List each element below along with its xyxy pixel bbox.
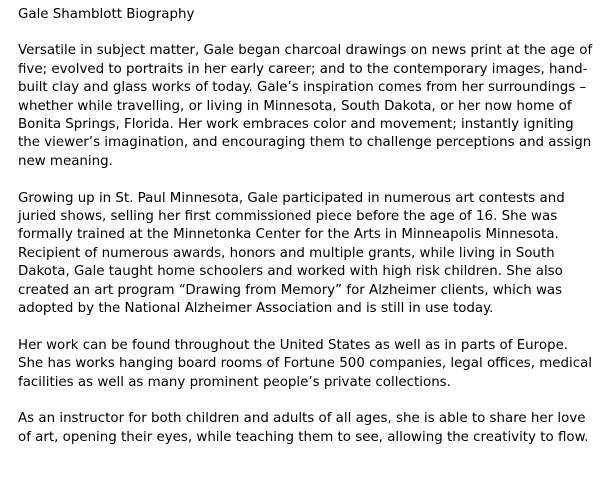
document-title: Gale Shamblott Biography [18,7,195,22]
paragraph-early-work: Versatile in subject matter, Gale began charcoal drawings on news print at the age of five; evolved to portraits in her early career; and to the contemporary images, hand-built clay and glass works of today. Gale’s inspiration comes from her surroundings – whether while travelling, or living in Minnesota, South Dakota, or her now home of Bonita Springs, Florida. Her work embraces color and movement; instantly igniting the viewer’s imagination, and encouraging them to challenge perceptions and assign new meaning. [18,43,593,169]
paragraph-instructor: As an instructor for both children and adults of all ages, she is able to share her love of art, opening their eyes, while teaching them to see, allowing the creativity to flow. [18,411,589,445]
paragraph-collections: Her work can be found throughout the United States as well as in parts of Europe. She has works hanging board rooms of Fortune 500 companies, legal offices, medical facilities as well as many prominent people’s private collections. [18,337,593,390]
paragraph-background: Growing up in St. Paul Minnesota, Gale participated in numerous art contests and juried shows, selling her first commissioned piece before the age of 16. She was formally trained at the Minnetonka Center for the Arts in Minneapolis Minnesota. Recipient of numerous awards, honors and multiple grants, while living in South Dakota, Gale taught home schoolers and worked with high risk children. She also created an art program “Drawing from Memory” for Alzheimer clients, which was adopted by the National Alzheimer Association and is still in use today. [18,190,565,317]
